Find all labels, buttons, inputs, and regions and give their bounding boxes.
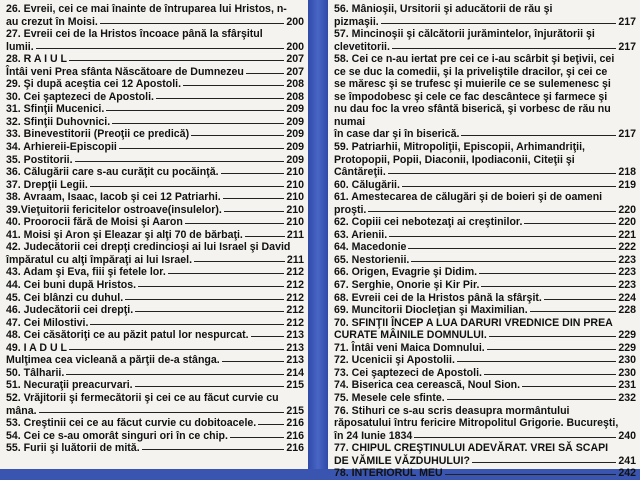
toc-entry [6,103,304,116]
toc-page-number: 219 [618,178,636,191]
toc-entry [6,342,304,355]
toc-entry [6,191,304,204]
leader-line [125,299,284,300]
toc-entry [6,78,304,91]
toc-page-number: 211 [286,228,304,241]
toc-page-number: 208 [286,90,304,103]
toc-page-number: 209 [286,153,304,166]
left-page [0,0,308,469]
toc-entry-title-line: 42. Judecătorii cei drepţi credincioşi ai lui Israel şi David [6,241,291,254]
toc-entry-title-line: 77. CHIPUL CREŞTINULUI ADEVĂRAT. VREI SĂ SCAPI [334,442,609,455]
leader-line [479,273,616,274]
toc-entry-title-line: 43. Adam şi Eva, fiii şi fetele lor. [6,266,166,279]
leader-line [66,374,284,375]
toc-entry [334,354,636,367]
leader-line [39,412,285,413]
leader-line [544,299,616,300]
toc-page-number: 223 [618,279,636,292]
toc-page-number: 216 [286,442,304,455]
toc-entry-title-line: 39.Vieţuitorii fericitelor ostroave(insulelor). [6,203,222,216]
leader-line [100,23,284,24]
toc-entry [334,3,636,28]
leader-line [156,98,284,99]
toc-entry-title-line: 29. Şi după aceştia cei 12 Apostoli. [6,78,182,91]
leader-line [69,60,284,61]
toc-entry [334,405,636,443]
toc-entry-title-line: 68. Evreii cei de la Hristos până la sfârşit. [334,291,542,304]
toc-page-number: 207 [286,65,304,78]
toc-entry [6,53,304,66]
book-gutter [308,0,328,469]
toc-entry-title-line: 45. Cei blânzi cu duhul. [6,291,124,304]
toc-entry-title-line: 38. Avraam, Isaac, Iacob şi cei 12 Patriarhi. [6,191,221,204]
toc-entry-title-line: 72. Ucenicii şi Apostolii. [334,354,455,367]
toc-entry-title-line: se măresc şi se trufesc şi muierile ce se sulemenesc şi [334,78,611,91]
toc-page-number: 232 [618,391,636,404]
leader-line [524,223,616,224]
toc-entry-title-line: nu dau foc la vreo sfântă biserică, şi vorbesc de rău nu numai [334,103,611,128]
toc-entry-title-line: 63. Arienii. [334,228,388,241]
leader-line [402,186,616,187]
toc-entry-title-line: răposatului întru fericire Mitropolitul Grigorie. Bucureşti, [334,417,619,430]
toc-entry-title-line: 55. Furii şi luătorii de mită. [6,442,140,455]
toc-entry [334,442,636,467]
toc-page-number: 212 [286,291,304,304]
toc-entry-title-line: 67. Serghie, Onorie şi Kir Pir. [334,279,480,292]
toc-entry [6,91,304,104]
toc-entry [6,392,304,417]
leader-line [457,361,616,362]
toc-page-number: 215 [286,404,304,417]
toc-entry-title-line: în case dar şi în biserică. [334,128,460,141]
toc-entry-title-line: se împodobesc şi cele ce fac descântece şi farmece şi [334,90,608,103]
toc-entry-title-line: 65. Nestorienii. [334,253,410,266]
toc-page-number: 230 [618,354,636,367]
leader-line [223,198,285,199]
toc-entry-title-line: 59. Patriarhii, Mitropoliţii, Episcopii, Arhimandriţii, [334,141,585,154]
toc-page-number: 228 [618,304,636,317]
toc-entry-title-line: 75. Mesele cele sfinte. [334,391,445,404]
toc-page-number: 242 [618,467,636,480]
toc-entry-title-line: 54. Cei ce s-au omorât singuri ori în ce chip. [6,429,228,442]
toc-page-number: 231 [618,379,636,392]
leader-line [191,135,284,136]
leader-line [447,399,617,400]
toc-entry-title-line: 64. Macedonie [334,241,407,254]
toc-page-number: 208 [286,78,304,91]
toc-page-number: 220 [618,203,636,216]
toc-page-number: 223 [618,253,636,266]
toc-page-number: 217 [618,128,636,141]
toc-entry [334,229,636,242]
leader-line [135,311,284,312]
leader-line [183,85,284,86]
toc-entry [334,392,636,405]
toc-entry-title-line: ce se duc la comedii, şi la priveliştile dracilor, şi cei ce [334,65,608,78]
toc-entry-title-line: 71. Întâi veni Maica Domnului. [334,341,485,354]
toc-page-number: 229 [618,329,636,342]
leader-line [142,449,285,450]
toc-entry-title-line: 70. SFINŢII ÎNCEP A LUA DARURI VREDNICE DIN PREA [334,316,613,329]
toc-page-number: 221 [618,228,636,241]
toc-entry-title-line: Întâi veni Prea sfânta Născătoare de Dumnezeu [6,65,244,78]
toc-page-number: 210 [286,216,304,229]
toc-entry [6,304,304,317]
toc-page-number: 218 [618,166,636,179]
toc-entry [6,28,304,53]
leader-line [258,424,284,425]
leader-line [36,48,285,49]
toc-entry [334,241,636,254]
toc-page-number: 210 [286,178,304,191]
toc-entry-title-line: 36. Călugării care s-au curăţit cu pocăinţă. [6,166,219,179]
toc-page-number: 209 [286,141,304,154]
toc-entry-title-line: proşti. [334,203,367,216]
leader-line [411,261,616,262]
leader-line [119,148,284,149]
toc-page-number: 209 [286,103,304,116]
right-page [328,0,640,480]
leader-line [251,336,285,337]
toc-page-number: 240 [618,429,636,442]
toc-entry [334,28,636,53]
toc-entry-title-line: 46. Judecătorii cei drepţi. [6,304,134,317]
toc-entry-title-line: 35. Postitorii. [6,153,73,166]
toc-entry-title-line: clevetitorii. [334,40,390,53]
toc-entry [334,254,636,267]
toc-page-number: 211 [286,253,304,266]
toc-page-number: 213 [286,354,304,367]
leader-line [392,48,616,49]
toc-page-number: 217 [618,40,636,53]
toc-page-number: 209 [286,115,304,128]
toc-entry-title-line: 30. Cei şaptezeci de Apostoli. [6,90,154,103]
toc-page-number: 223 [618,266,636,279]
leader-line [484,374,616,375]
toc-entry [6,430,304,443]
toc-entry-title-line: 28. R A I U L [6,53,68,66]
toc-page-number: 217 [618,15,636,28]
leader-line [489,336,617,337]
leader-line [75,161,285,162]
toc-entry-title-line: Mulţimea cea vicleană a părţii de-a stânga. [6,354,220,367]
toc-entry-title-line: Cântăreţii. [334,166,386,179]
toc-page-number: 212 [286,279,304,292]
toc-page-number: 210 [286,203,304,216]
toc-entry [334,53,636,141]
toc-page-number: 224 [618,291,636,304]
toc-entry [334,292,636,305]
toc-page-number: 212 [286,316,304,329]
toc-entry-title-line: 26. Evreii, cei ce mai înainte de întruparea lui Hristos, n- [6,3,287,15]
toc-entry [334,342,636,355]
leader-line [389,236,616,237]
toc-entry [6,317,304,330]
toc-entry-title-line: 44. Cei buni după Hristos. [6,279,137,292]
toc-entry [334,216,636,229]
toc-page-number: 230 [618,366,636,379]
toc-entry-title-line: 58. Cei ce n-au iertat pre cei ce i-au scârbit şi beţivii, cei [334,53,615,66]
toc-entry-title-line: 40. Proorocii fără de Moisi şi Aaron [6,216,183,229]
toc-entry [6,241,304,266]
toc-page-number: 207 [286,53,304,66]
toc-entry [6,266,304,279]
toc-page-number: 216 [286,417,304,430]
leader-line [445,474,617,475]
toc-entry-title-line: CURATE MÂINILE DOMNULUI. [334,329,487,342]
toc-page-number: 200 [286,15,304,28]
toc-entry [334,141,636,179]
toc-entry [6,279,304,292]
toc-entry-title-line: 33. Binevestitorii (Preoţii ce predică) [6,128,190,141]
toc-entry-title-line: 60. Călugării. [334,178,400,191]
leader-line [368,211,616,212]
toc-entry [6,204,304,217]
toc-entry-title-line: 37. Drepţii Legii. [6,178,88,191]
toc-entry-title-line: mâna. [6,404,37,417]
toc-entry-title-line: 49. I A D U L [6,341,68,354]
leader-line [90,324,284,325]
toc-entry [6,154,304,167]
toc-entry-title-line: 27. Evreii cei de la Hristos încoace până la sfârşitul [6,28,263,41]
leader-line [230,437,284,438]
toc-entry [334,367,636,380]
toc-entry-title-line: 66. Origen, Evagrie şi Didim. [334,266,478,279]
toc-page-number: 216 [286,429,304,442]
toc-entry-title-line: 76. Stihuri ce s-au scris deasupra mormântului [334,404,570,417]
toc-entry [334,379,636,392]
toc-entry [6,116,304,129]
toc-entry [334,191,636,216]
leader-line [530,311,617,312]
toc-page-number: 210 [286,166,304,179]
toc-page-number: 241 [618,454,636,467]
toc-entry-title-line: 31. Sfinţii Mucenici. [6,103,105,116]
toc-entry-title-line: 74. Biserica cea cerească, Noul Sion. [334,379,521,392]
toc-entry [6,354,304,367]
leader-line [388,173,617,174]
leader-line [185,223,285,224]
leader-line [135,386,285,387]
leader-line [69,349,284,350]
toc-entry [6,417,304,430]
leader-line [522,386,616,387]
toc-page-number: 210 [286,191,304,204]
toc-entry [6,379,304,392]
toc-page-number: 222 [618,241,636,254]
toc-entry [6,66,304,79]
leader-line [472,462,616,463]
leader-line [414,437,616,438]
toc-entry [6,216,304,229]
toc-entry-title-line: 69. Muncitorii Diocleţian şi Maximilian. [334,304,528,317]
toc-entry-title-line: DE VĂMILE VĂZDUHULUI? [334,454,470,467]
toc-entry [334,179,636,192]
toc-entry-title-line: în 24 Iunie 1834 [334,429,413,442]
leader-line [90,186,284,187]
toc-entry [6,442,304,455]
leader-line [194,261,285,262]
toc-entry-title-line: 32. Sfinţii Duhovnici. [6,115,111,128]
toc-entry [6,329,304,342]
toc-entry-title-line: 52. Vrăjitorii şi fermecătorii şi cei ce au făcut curvie cu [6,391,279,404]
leader-line [408,248,616,249]
leader-line [168,273,285,274]
toc-entry-title-line: au crezut în Moisi. [6,15,98,28]
toc-entry [334,266,636,279]
toc-entry [6,3,304,28]
toc-entry [334,467,636,480]
toc-entry-title-line: Protopopii, Popii, Diaconii, Ipodiaconii, Citeţii şi [334,153,575,166]
leader-line [481,286,616,287]
toc-page-number: 212 [286,266,304,279]
toc-entry-title-line: 50. Tâlharii. [6,366,65,379]
toc-page-number: 214 [286,366,304,379]
leader-line [112,123,284,124]
toc-entry [6,367,304,380]
leader-line [381,23,617,24]
toc-entry [334,304,636,317]
toc-entry [6,292,304,305]
toc-page-number: 215 [286,379,304,392]
toc-entry-title-line: 41. Moisi şi Aron şi Eleazar şi alţi 70 de bărbaţi. [6,228,243,241]
toc-entry-title-line: pizmaşii. [334,15,379,28]
toc-page-number: 212 [286,304,304,317]
leader-line [461,135,616,136]
toc-page-number: 209 [286,128,304,141]
toc-entry [6,141,304,154]
toc-entry-title-line: 48. Cei căsătoriţi ce au păzit patul lor nespurcat. [6,329,249,342]
toc-entry [334,279,636,292]
toc-entry-title-line: 56. Mânioşii, Ursitorii şi aducătorii de rău şi [334,3,553,15]
toc-entry [334,317,636,342]
leader-line [106,110,284,111]
toc-entry [6,229,304,242]
toc-entry [6,128,304,141]
leader-line [487,349,617,350]
leader-line [221,173,285,174]
toc-entry-title-line: 78. INTERIORUL MEU [334,467,443,480]
leader-line [138,286,284,287]
toc-entry-title-line: 62. Copiii cei nebotezaţi ai creştinilor. [334,216,523,229]
toc-entry-title-line: 73. Cei şaptezeci de Apostoli. [334,366,482,379]
toc-page-number: 220 [618,216,636,229]
toc-page-number: 229 [618,341,636,354]
toc-entry-title-line: 61. Amestecarea de călugări şi de boieri şi de oameni [334,191,603,204]
toc-entry-title-line: împăratul cu alţi împăraţi ai lui Israel. [6,253,193,266]
toc-entry [6,179,304,192]
toc-page-number: 200 [286,40,304,53]
leader-line [246,73,284,74]
toc-entry-title-line: 57. Mincinoşii şi călcătorii jurămintelor, înjurătorii şi [334,28,595,41]
leader-line [222,361,285,362]
leader-line [224,211,284,212]
toc-entry-title-line: 47. Cei Milostivi. [6,316,89,329]
toc-entry [6,166,304,179]
toc-entry-title-line: 51. Necuraţii preacurvari. [6,379,133,392]
toc-entry-title-line: 53. Creştinii cei ce au făcut curvie cu dobitoacele. [6,417,257,430]
toc-entry-title-line: lumii. [6,40,34,53]
toc-page-number: 213 [286,341,304,354]
toc-page-number: 213 [286,329,304,342]
toc-entry-title-line: 34. Arhiereii-Episcopii [6,141,117,154]
leader-line [245,236,285,237]
